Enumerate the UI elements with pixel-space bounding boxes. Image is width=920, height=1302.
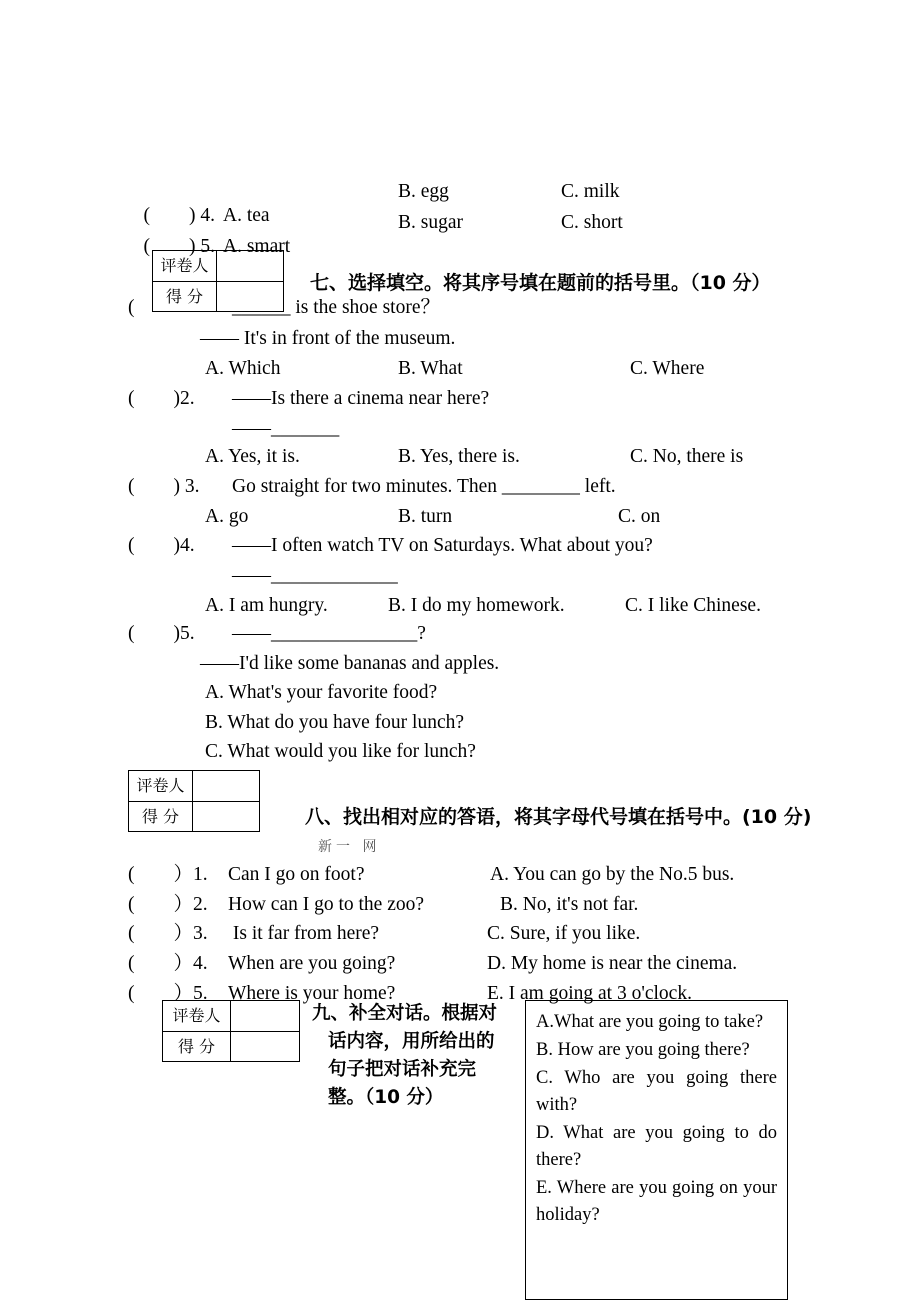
section-7-title: 七、选择填空。将其序号填在题前的括号里。（10 分） [310,272,771,294]
section-7-item-4-option-b: B. I do my homework. [388,595,565,616]
section-8-row-2-left: How can I go to the zoo? [228,894,425,915]
section-9-title-line-3: 句子把对话补充完 [328,1059,477,1080]
section-8-row-4-left: When are you going? [228,953,396,974]
section-9-title-line-4: 整。（10 分） [328,1087,444,1108]
score-box-score-label: 得 分 [153,282,217,312]
section-7-item-3-option-a: A. go [205,506,249,527]
score-box-score-value[interactable] [193,802,259,832]
section-7-item-4-stem: ——I often watch TV on Saturdays. What about you? [232,535,653,556]
score-box-marker-label: 评卷人 [153,251,217,281]
score-box-marker-label: 评卷人 [163,1001,231,1031]
section-9-title [312,1000,498,1112]
option-b: B. egg [398,181,449,202]
section-8-row-5-right: E. I am going at 3 o'clock. [487,983,692,1004]
option-a: A. tea [223,205,270,226]
section-7-item-4-paren: ( )4. [128,535,195,556]
section-7-item-2-answer: ——_______ [232,418,340,439]
score-box-score-label: 得 分 [129,802,193,832]
section-9-options-box [525,1000,788,1300]
section-9-option-e: E. Where are you going on your holiday? [536,1178,777,1225]
section-7-item-3-stem: Go straight for two minutes. Then ________ left. [232,476,616,497]
section-7-item-1-paren: ( [128,297,135,318]
section-8-row-1-right: A. You can go by the No.5 bus. [490,864,735,885]
section-7-item-3-option-b: B. turn [398,506,453,527]
section-7-item-2-option-b: B. Yes, there is. [398,446,520,467]
section-7-item-1-option-c: C. Where [630,358,705,379]
watermark: 新一 网 [318,839,381,855]
section-8-row-5-paren: ( ）5. [128,983,208,1004]
score-box-score-value[interactable] [231,1032,299,1062]
section-9-title-line-1: 九、补全对话。根据对 [312,1003,498,1024]
section-7-item-1-option-a: A. Which [205,358,281,379]
score-box-marker-value[interactable] [193,771,259,801]
section-7-item-1-stem: ______ is the shoe store？ [232,297,440,318]
section-8-row-4-paren: ( ）4. [128,953,208,974]
section-7-item-1-option-b: B. What [398,358,463,379]
score-box-score-label: 得 分 [163,1032,231,1062]
score-box-marker-label: 评卷人 [129,771,193,801]
section-7-item-2-option-c: C. No, there is [630,446,744,467]
section-7-item-5-option-b: B. What do you have four lunch? [205,712,465,733]
section-8-row-1-left: Can I go on foot? [228,864,365,885]
item-number: ( ) 5. [143,236,215,257]
item-number: ( ) 4. [143,205,215,226]
score-box-9 [162,1000,300,1062]
option-c: C. milk [561,181,620,202]
section-8-row-4-right: D. My home is near the cinema. [487,953,738,974]
score-box-8 [128,770,260,832]
option-a: A. smart [223,236,291,257]
section-8-row-3-left: Is it far from here? [228,923,380,944]
section-7-item-5-answer: ——I'd like some bananas and apples. [200,653,500,674]
section-7-item-2-stem: ——Is there a cinema near here? [232,388,490,409]
section-7-item-2-option-a: A. Yes, it is. [205,446,300,467]
section-7-item-3-option-c: C. on [618,506,661,527]
section-7-item-5-paren: ( )5. [128,623,195,644]
section-8-title: 八、找出相对应的答语，将其字母代号填在括号中。(10 分) [305,806,812,828]
score-box-marker-value[interactable] [217,251,283,281]
section-7-item-5-stem: ——_______________? [232,623,426,644]
section-8-row-2-paren: ( ）2. [128,894,208,915]
section-9-title-line-2: 话内容，用所给出的 [328,1031,495,1052]
section-9-option-d: D. What are you going to do there? [536,1123,777,1170]
section-9-option-c: C. Who are you going there with? [536,1068,777,1115]
section-7-item-5-option-a: A. What's your favorite food? [205,682,438,703]
section-8-row-3-paren: ( ）3. [128,923,208,944]
section-7-item-5-option-c: C. What would you like for lunch? [205,741,476,762]
section-7-item-4-answer: ——_____________ [232,565,398,586]
option-c: C. short [561,212,623,233]
section-7-item-1-answer: —— It's in front of the museum. [200,328,456,349]
option-b: B. sugar [398,212,463,233]
section-7-item-3-paren: ( ) 3. [128,476,200,497]
section-8-row-5-left: Where is your home? [228,983,396,1004]
section-9-option-b: B. How are you going there? [536,1040,750,1060]
section-8-row-2-right: B. No, it's not far. [500,894,639,915]
score-box-marker-value[interactable] [231,1001,299,1031]
section-8-row-1-paren: ( ）1. [128,864,208,885]
section-7-item-4-option-c: C. I like Chinese. [625,595,761,616]
section-8-row-3-right: C. Sure, if you like. [487,923,641,944]
section-7-item-4-option-a: A. I am hungry. [205,595,328,616]
section-7-item-2-paren: ( )2. [128,388,195,409]
section-9-option-a: A.What are you going to take? [536,1012,764,1032]
